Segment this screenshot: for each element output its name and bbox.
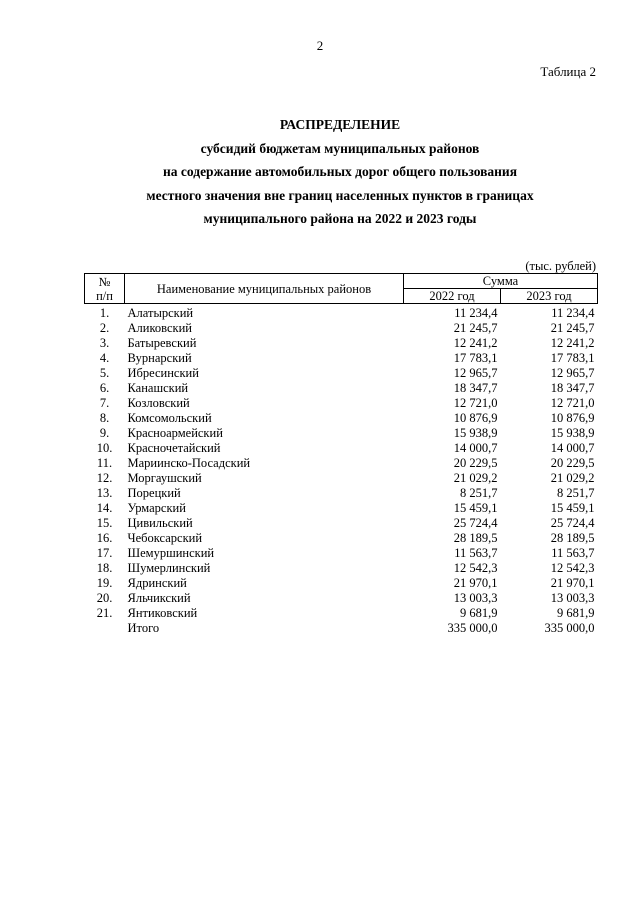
row-number: 16. [96, 531, 113, 545]
district-name: Красноармейский [127, 426, 223, 440]
district-name: Канашский [127, 381, 189, 395]
value-2022: 11 563,7 [454, 546, 498, 560]
row-number: 15. [96, 516, 113, 530]
row-number: 12. [96, 471, 113, 485]
row-number: 20. [96, 591, 113, 605]
district-name: Комсомольский [127, 411, 212, 425]
value-2022: 11 234,4 [454, 306, 498, 320]
header-year-2023: 2023 год [501, 289, 598, 304]
district-name: Яльчикский [127, 591, 191, 605]
table-body [85, 304, 598, 637]
header-sum: Сумма [404, 274, 598, 289]
value-2023: 11 234,4 [551, 306, 595, 320]
district-name: Урмарский [127, 501, 186, 515]
row-number: 17. [96, 546, 113, 560]
district-name: Моргаушский [127, 471, 202, 485]
value-2022: 12 965,7 [453, 366, 498, 380]
value-2022: 20 229,5 [453, 456, 498, 470]
value-2023: 20 229,5 [550, 456, 595, 470]
table-row [85, 471, 598, 486]
row-number [85, 621, 125, 636]
table-row [85, 546, 598, 561]
table-row [85, 304, 598, 322]
table-row [85, 516, 598, 531]
value-2023: 12 542,3 [550, 561, 595, 575]
document-title [60, 113, 620, 231]
value-2023: 15 459,1 [550, 501, 595, 515]
row-number: 8. [99, 411, 110, 425]
district-name: Козловский [127, 396, 190, 410]
value-2023: 12 965,7 [550, 366, 595, 380]
title-line: на содержание автомобильных дорог общего пользования [162, 164, 518, 179]
row-number: 9. [99, 426, 110, 440]
value-2022: 12 721,0 [453, 396, 498, 410]
value-2022: 12 542,3 [453, 561, 498, 575]
value-2022: 15 459,1 [453, 501, 498, 515]
value-2022: 18 347,7 [453, 381, 498, 395]
district-name: Батыревский [127, 336, 197, 350]
table-row [85, 411, 598, 426]
value-2023: 17 783,1 [550, 351, 595, 365]
row-number: 1. [99, 306, 110, 320]
value-2023: 25 724,4 [550, 516, 595, 530]
value-2022: 15 938,9 [453, 426, 498, 440]
table-row [85, 576, 598, 591]
table-row [85, 381, 598, 396]
district-name: Мариинско-Посадский [127, 456, 251, 470]
row-number: 4. [99, 351, 110, 365]
district-name: Порецкий [127, 486, 181, 500]
row-number: 3. [99, 336, 110, 350]
title-line: субсидий бюджетам муниципальных районов [200, 140, 480, 156]
row-number: 5. [99, 366, 110, 380]
table-row [85, 561, 598, 576]
value-2023: 15 938,9 [550, 426, 595, 440]
value-2023: 28 189,5 [550, 531, 595, 545]
table-label: Таблица 2 [540, 64, 596, 79]
district-name: Цивильский [127, 516, 193, 530]
district-name: Ядринский [127, 576, 187, 590]
value-2022: 21 029,2 [453, 471, 498, 485]
row-number: 10. [96, 441, 113, 455]
value-2022: 25 724,4 [453, 516, 498, 530]
value-2022: 28 189,5 [453, 531, 498, 545]
table-row [85, 501, 598, 516]
row-number: 19. [96, 576, 113, 590]
table-row [85, 336, 598, 351]
table-row [85, 351, 598, 366]
district-name: Итого [127, 621, 160, 635]
table-row [85, 396, 598, 411]
value-2023: 335 000,0 [544, 621, 595, 635]
row-number: 21. [96, 606, 113, 620]
table-row [85, 441, 598, 456]
table-row [85, 486, 598, 501]
row-number: 11. [96, 456, 113, 470]
value-2022: 8 251,7 [460, 486, 498, 500]
value-2022: 335 000,0 [447, 621, 498, 635]
title-line: местного значения вне границ населенных пунктов в границах [146, 187, 534, 203]
subsidy-table [84, 273, 598, 636]
district-name: Чебоксарский [127, 531, 203, 545]
row-number: 18. [96, 561, 113, 575]
value-2023: 12 241,2 [550, 336, 595, 350]
table-row [85, 426, 598, 441]
value-2023: 9 681,9 [557, 606, 595, 620]
total-row [85, 621, 598, 636]
value-2023: 12 721,0 [550, 396, 595, 410]
page-number: 2 [316, 38, 324, 53]
value-2022: 10 876,9 [453, 411, 498, 425]
value-2022: 17 783,1 [453, 351, 498, 365]
district-name: Вурнарский [127, 351, 192, 365]
value-2022: 12 241,2 [453, 336, 498, 350]
table-row [85, 531, 598, 546]
value-2022: 9 681,9 [460, 606, 498, 620]
value-2023: 13 003,3 [550, 591, 595, 605]
district-name: Шумерлинский [127, 561, 211, 575]
value-2023: 10 876,9 [550, 411, 595, 425]
value-2023: 18 347,7 [550, 381, 595, 395]
row-number: 2. [99, 321, 110, 335]
value-2022: 14 000,7 [453, 441, 498, 455]
value-2022: 21 970,1 [453, 576, 498, 590]
row-number: 13. [96, 486, 113, 500]
district-name: Аликовский [127, 321, 192, 335]
value-2023: 21 245,7 [550, 321, 595, 335]
district-name: Ибресинский [127, 366, 199, 380]
row-number: 7. [99, 396, 110, 410]
table-row [85, 591, 598, 606]
header-num: № п/п [85, 274, 125, 304]
table-row [85, 321, 598, 336]
table-row [85, 456, 598, 471]
value-2023: 8 251,7 [557, 486, 595, 500]
district-name: Шемуршинский [127, 546, 215, 560]
title-line: РАСПРЕДЕЛЕНИЕ [279, 117, 401, 132]
table-row [85, 606, 598, 621]
value-2023: 11 563,7 [551, 546, 595, 560]
header-year-2022: 2022 год [404, 289, 501, 304]
row-number: 6. [99, 381, 110, 395]
row-number: 14. [96, 501, 113, 515]
value-2023: 21 970,1 [550, 576, 595, 590]
value-2022: 13 003,3 [453, 591, 498, 605]
units-label: (тыс. рублей) [525, 259, 596, 273]
value-2022: 21 245,7 [453, 321, 498, 335]
district-name: Красночетайский [127, 441, 221, 455]
title-line: муниципального района на 2022 и 2023 годы [203, 211, 477, 226]
district-name: Алатырский [127, 306, 194, 320]
header-name: Наименование муниципальных районов [125, 274, 404, 304]
value-2023: 14 000,7 [550, 441, 595, 455]
value-2023: 21 029,2 [550, 471, 595, 485]
district-name: Янтиковский [127, 606, 198, 620]
table-row [85, 366, 598, 381]
